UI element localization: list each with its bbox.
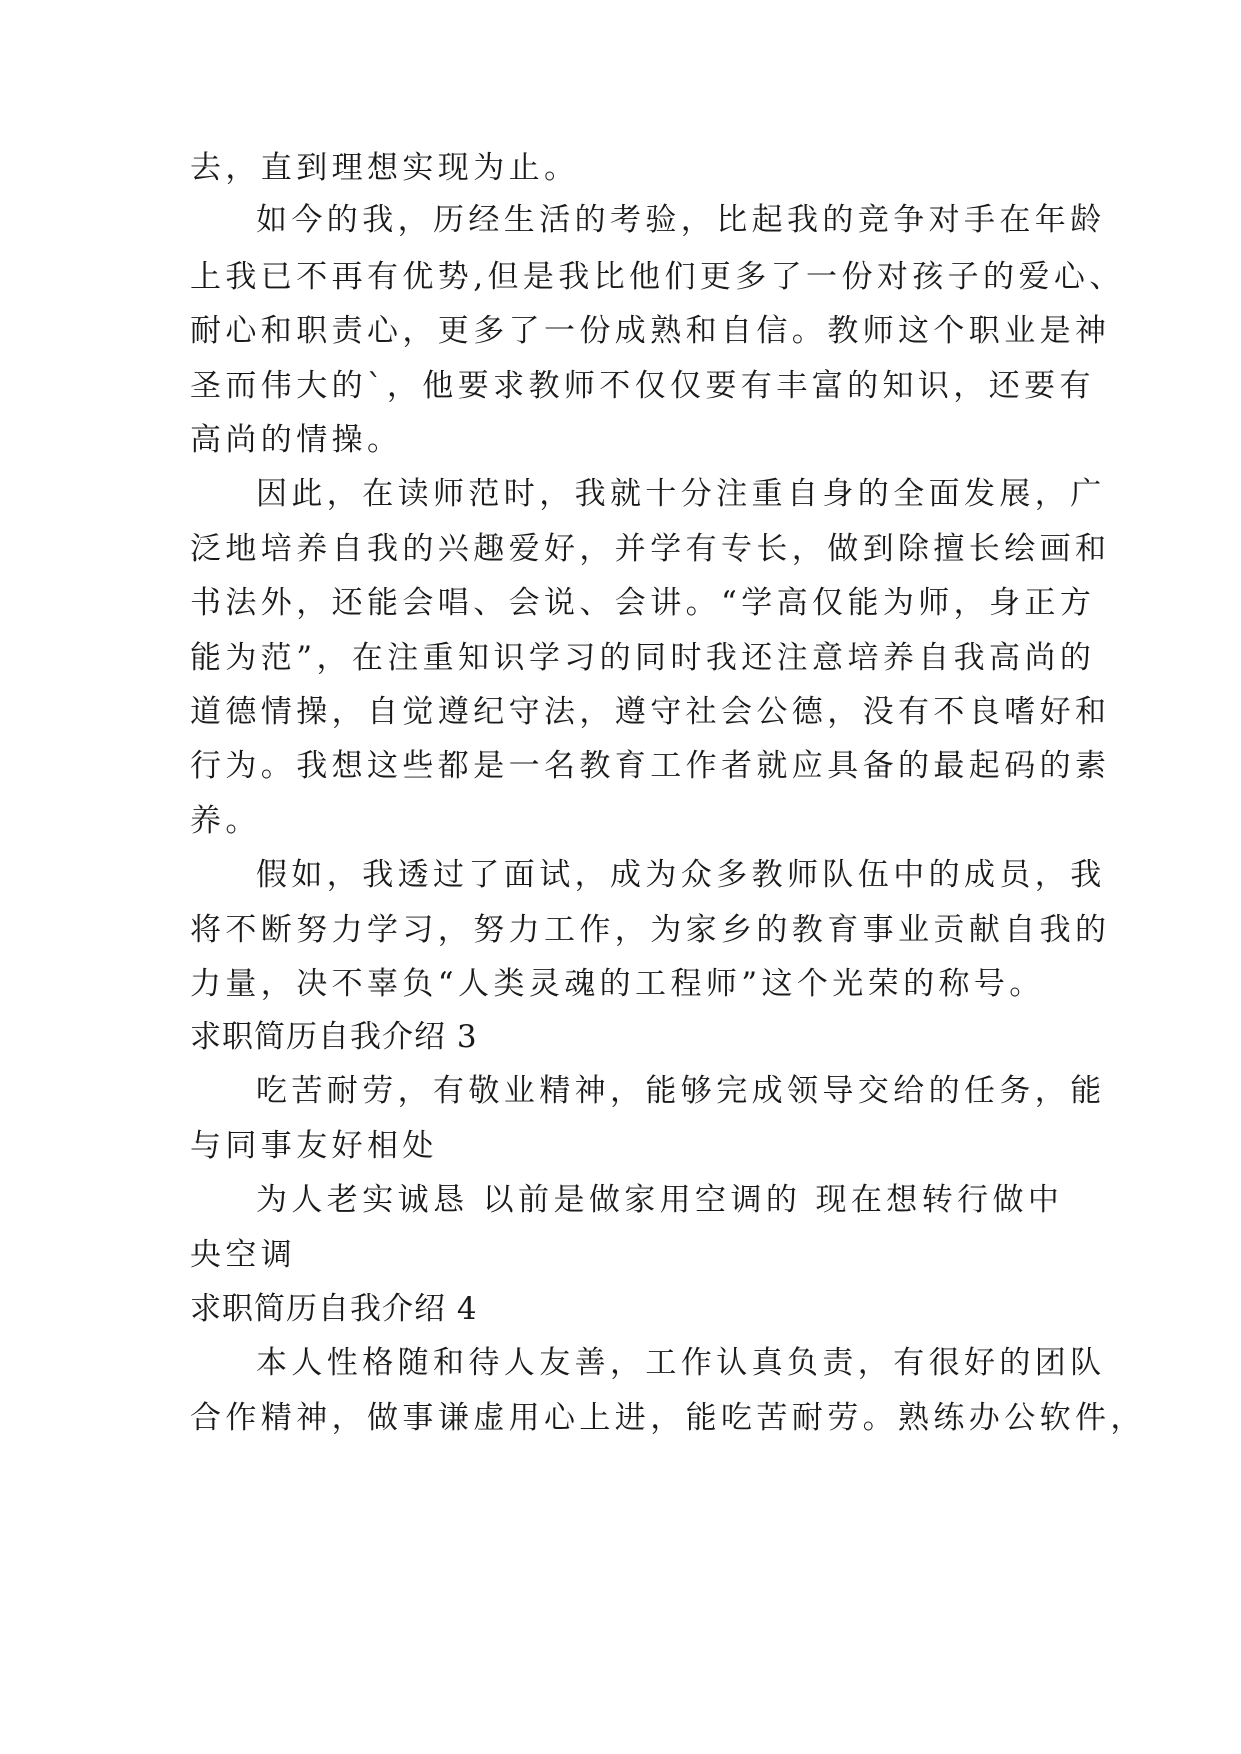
- paragraph-first-line: 假如，我透过了面试，成为众多教师队伍中的成员，我: [256, 857, 1106, 893]
- text-line: 书法外，还能会唱、会说、会讲。“学高仅能为师，身正方: [190, 585, 1096, 621]
- text-line: 央空调: [190, 1237, 297, 1273]
- text-line: 能为范”，在注重知识学习的同时我还注意培养自我高尚的: [190, 640, 1096, 676]
- text-line: 泛地培养自我的兴趣爱好，并学有专长，做到除擅长绘画和: [190, 531, 1111, 567]
- section-heading: 求职简历自我介绍 4: [190, 1291, 478, 1327]
- text-line: 力量，决不辜负“人类灵魂的工程师”这个光荣的称号。: [190, 966, 1045, 1002]
- paragraph-first-line: 吃苦耐劳，有敬业精神，能够完成领导交给的任务，能: [256, 1073, 1106, 1109]
- text-line: 合作精神，做事谦虚用心上进，能吃苦耐劳。熟练办公软件，: [190, 1400, 1146, 1436]
- text-line: 养。: [190, 803, 261, 839]
- text-line: 将不断努力学习，努力工作，为家乡的教育事业贡献自我的: [190, 912, 1111, 948]
- text-line: 去，直到理想实现为止。: [190, 150, 580, 186]
- paragraph-first-line: 本人性格随和待人友善，工作认真负责，有很好的团队: [256, 1345, 1106, 1381]
- text-line: 道德情操，自觉遵纪守法，遵守社会公德，没有不良嗜好和: [190, 694, 1111, 730]
- text-line: 圣而伟大的`，他要求教师不仅仅要有丰富的知识，还要有: [190, 368, 1095, 404]
- paragraph-first-line: 如今的我，历经生活的考验，比起我的竞争对手在年龄: [256, 202, 1106, 238]
- text-line: 耐心和职责心，更多了一份成熟和自信。教师这个职业是神: [190, 313, 1111, 349]
- text-line: 行为。我想这些都是一名教育工作者就应具备的最起码的素: [190, 748, 1111, 784]
- text-line: 高尚的情操。: [190, 422, 403, 458]
- section-heading: 求职简历自我介绍 3: [190, 1019, 478, 1055]
- paragraph-first-line: 为人老实诚恳 以前是做家用空调的 现在想转行做中: [256, 1182, 1064, 1218]
- paragraph-first-line: 因此，在读师范时，我就十分注重自身的全面发展，广: [256, 476, 1106, 512]
- text-line: 上我已不再有优势,但是我比他们更多了一份对孩子的爱心、: [190, 259, 1125, 295]
- text-line: 与同事友好相处: [190, 1128, 438, 1164]
